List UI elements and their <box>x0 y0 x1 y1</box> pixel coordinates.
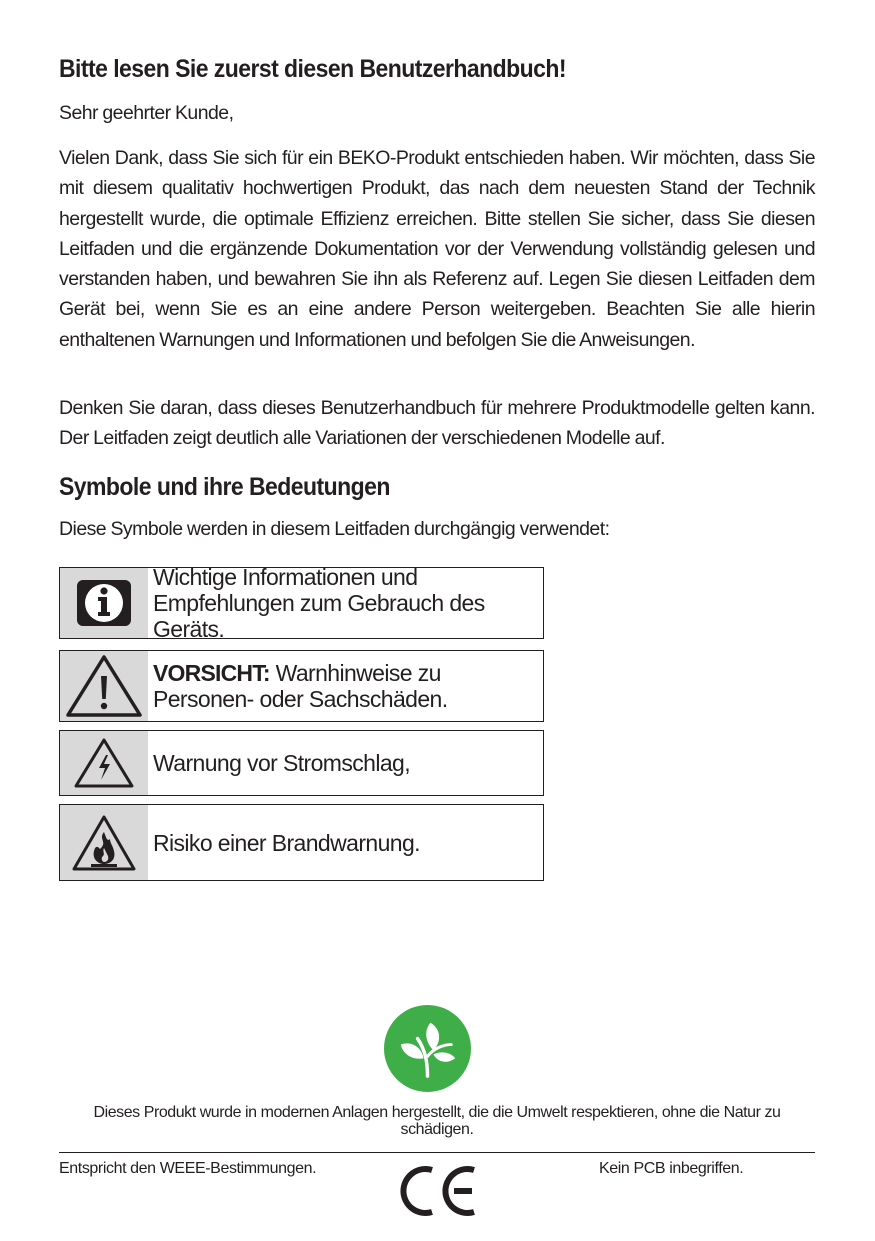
greeting: Sehr geehrter Kunde, <box>59 102 234 124</box>
symbols-intro: Diese Symbole werden in diesem Leitfaden durchgängig verwendet: <box>59 518 610 540</box>
warning-icon <box>60 651 148 721</box>
symbol-warning-text: Warnhinweise zu Personen- oder Sachschäden. <box>153 660 448 712</box>
eco-note: Dieses Produkt wurde in modernen Anlagen hergestellt, die die Umwelt respektieren, ohne die Natur zu schädigen. <box>93 1104 781 1138</box>
page-title: Bitte lesen Sie zuerst diesen Benutzerhandbuch! <box>59 55 567 83</box>
electric-shock-icon <box>60 731 148 795</box>
symbol-electric-text: Warnung vor Stromschlag, <box>153 750 411 776</box>
symbol-fire-text: Risiko einer Brandwarnung. <box>153 829 420 856</box>
eco-leaf-icon <box>384 1005 471 1092</box>
intro-paragraph: Vielen Dank, dass Sie sich für ein BEKO-Produkt entschieden haben. Wir möchten, dass Sie mit diesem qualitativ hochwertigen Produkt, das nach dem neuesten Stand der Technik hergestellt wurde, die optimale Effizienz erreichen. Bitte stellen Sie sicher, dass Sie diesen Leitfaden und die ergänzende Dokumentation vor der Verwendung vollständig gelesen und verstanden haben, und bewahren Sie ihn als Referenz auf. Legen Sie diesen Leitfaden dem Gerät bei, wenn Sie es an eine andere Person weitergeben. Beachten Sie alle hierin enthaltenen Warnungen und Informationen und befolgen Sie die Anweisungen. <box>59 147 815 351</box>
symbol-row-info <box>59 564 544 642</box>
ce-mark-icon <box>398 1162 478 1220</box>
symbol-row-electric <box>59 730 544 796</box>
symbol-row-warning <box>59 650 544 722</box>
caution-label: VORSICHT: <box>153 660 270 686</box>
fire-hazard-icon <box>60 805 148 880</box>
symbols-heading: Symbole und ihre Bedeutungen <box>59 473 390 501</box>
pcb-note: Kein PCB inbegriffen. <box>599 1160 744 1177</box>
divider <box>59 1152 815 1153</box>
weee-compliance: Entspricht den WEEE-Bestimmungen. <box>59 1160 317 1177</box>
symbol-row-fire <box>59 804 544 881</box>
models-paragraph: Denken Sie daran, dass dieses Benutzerhandbuch für mehrere Produktmodelle gelten kann. Der Leitfaden zeigt deutlich alle Variationen der verschiedenen Modelle auf. <box>59 397 815 450</box>
symbol-info-text: Wichtige Informationen und Empfehlungen zum Gebrauch des Geräts. <box>153 564 485 642</box>
info-icon <box>60 568 148 638</box>
